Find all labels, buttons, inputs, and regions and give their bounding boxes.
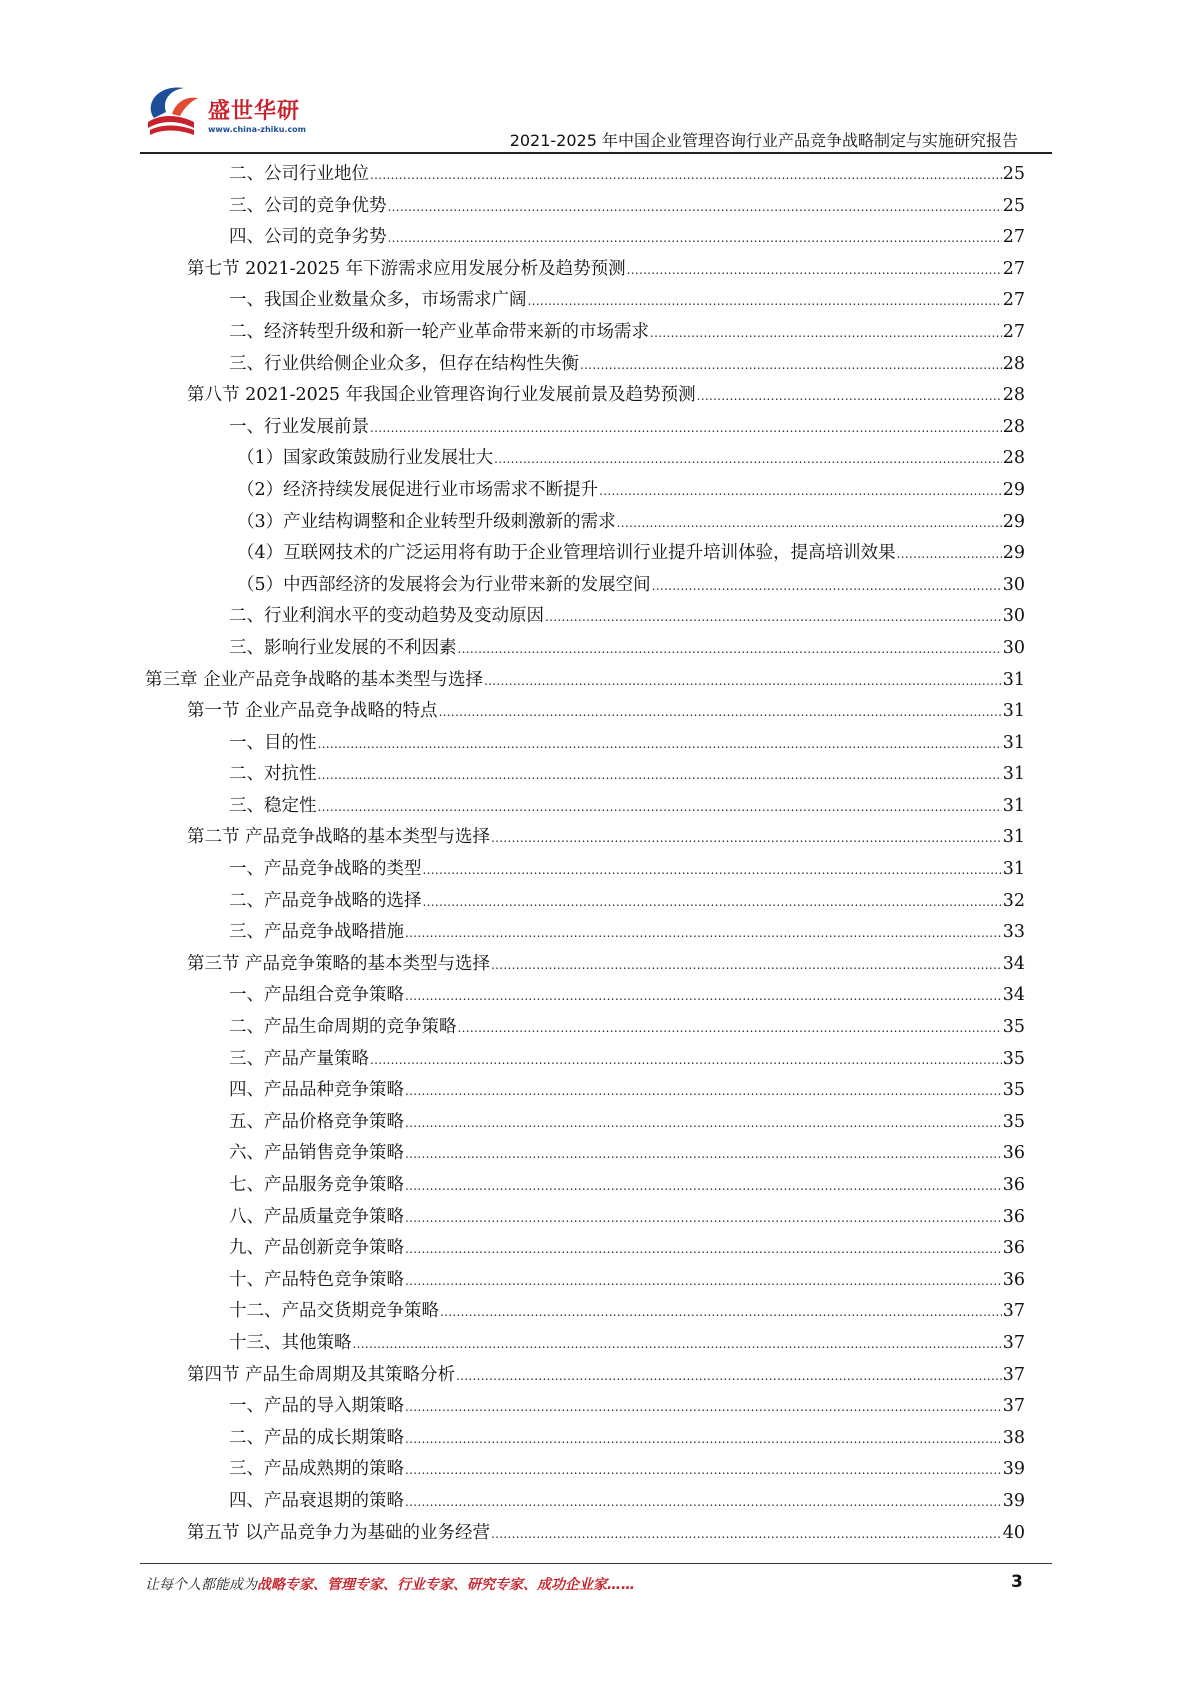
toc-entry-page: 35 [1002, 1017, 1025, 1038]
toc-entry[interactable] [145, 981, 1025, 1013]
toc-entry-page: 29 [1002, 479, 1025, 500]
toc-leader-dots [388, 227, 1002, 247]
toc-entry-label: 三、产品成熟期的策略 [229, 1459, 404, 1480]
toc-entry[interactable] [145, 1266, 1025, 1298]
toc-entry[interactable] [145, 1013, 1025, 1045]
footer-slogan [145, 1574, 635, 1594]
toc-entry-label: 三、影响行业发展的不利因素 [229, 637, 457, 658]
toc-entry-label: 四、公司的竞争劣势 [229, 227, 387, 248]
header-divider [140, 152, 1052, 154]
toc-entry-label: 三、行业供给侧企业众多，但存在结构性失衡 [229, 353, 579, 374]
toc-leader-dots [388, 196, 1002, 216]
toc-entry-page: 29 [1002, 543, 1025, 564]
toc-entry-page: 39 [1002, 1490, 1025, 1511]
toc-leader-dots [405, 985, 1002, 1005]
toc-entry-label: 二、产品的成长期策略 [229, 1427, 404, 1448]
toc-leader-dots [405, 1428, 1002, 1448]
toc-entry-page: 28 [1002, 385, 1025, 406]
toc-entry[interactable] [145, 1424, 1025, 1456]
toc-entry[interactable] [145, 508, 1025, 540]
toc-entry[interactable] [145, 1297, 1025, 1329]
toc-entry-page: 38 [1002, 1427, 1025, 1448]
toc-entry[interactable] [145, 666, 1025, 698]
toc-entry-label: 第三节 产品竞争策略的基本类型与选择 [187, 953, 491, 974]
toc-leader-dots [697, 385, 1002, 405]
logo-website: www.china-zhiku.com [208, 125, 307, 134]
toc-entry-label: （2）经济持续发展促进行业市场需求不断提升 [237, 479, 599, 500]
toc-leader-dots [650, 322, 1002, 342]
toc-entry[interactable] [145, 1108, 1025, 1140]
toc-entry-label: 一、我国企业数量众多，市场需求广阔 [229, 290, 527, 311]
toc-entry[interactable] [145, 823, 1025, 855]
toc-entry-label: 二、经济转型升级和新一轮产业革命带来新的市场需求 [229, 321, 649, 342]
toc-leader-dots [440, 1301, 1002, 1321]
toc-entry[interactable] [145, 950, 1025, 982]
toc-leader-dots [405, 1396, 1002, 1416]
toc-entry[interactable] [145, 918, 1025, 950]
toc-entry-label: 三、产品产量策略 [229, 1048, 369, 1069]
toc-entry-page: 37 [1002, 1332, 1025, 1353]
toc-leader-dots [652, 575, 1002, 595]
toc-entry-label: 第七节 2021-2025 年下游需求应用发展分析及趋势预测 [187, 258, 626, 279]
toc-entry[interactable] [145, 602, 1025, 634]
toc-entry-page: 35 [1002, 1111, 1025, 1132]
toc-leader-dots [405, 1175, 1002, 1195]
toc-entry-page: 30 [1002, 574, 1025, 595]
toc-entry-page: 36 [1002, 1238, 1025, 1259]
toc-leader-dots [370, 1049, 1002, 1069]
toc-entry-page: 34 [1002, 985, 1025, 1006]
toc-entry[interactable] [145, 444, 1025, 476]
toc-entry-label: 六、产品销售竞争策略 [229, 1143, 404, 1164]
toc-leader-dots [405, 1143, 1002, 1163]
toc-entry-page: 27 [1002, 321, 1025, 342]
toc-leader-dots [318, 796, 1002, 816]
toc-entry[interactable] [145, 381, 1025, 413]
toc-entry[interactable] [145, 1329, 1025, 1361]
toc-entry-page: 37 [1002, 1396, 1025, 1417]
toc-entry-label: 三、公司的竞争优势 [229, 195, 387, 216]
toc-entry[interactable] [145, 286, 1025, 318]
logo-brand-name: 盛世华研 [208, 99, 301, 124]
toc-leader-dots [627, 259, 1002, 279]
toc-entry-label: 四、产品衰退期的策略 [229, 1490, 404, 1511]
toc-entry-label: 二、产品竞争战略的选择 [229, 890, 422, 911]
toc-entry-page: 34 [1002, 953, 1025, 974]
toc-entry[interactable] [145, 160, 1025, 192]
toc-entry-label: 九、产品创新竞争策略 [229, 1238, 404, 1259]
toc-leader-dots [494, 448, 1002, 468]
toc-entry-page: 31 [1002, 795, 1025, 816]
toc-entry-label: 五、产品价格竞争策略 [229, 1111, 404, 1132]
toc-entry-label: 十二、产品交货期竞争策略 [229, 1301, 439, 1322]
toc-entry-label: 七、产品服务竞争策略 [229, 1175, 404, 1195]
toc-entry-page: 28 [1002, 448, 1025, 469]
toc-entry-page: 39 [1002, 1459, 1025, 1480]
toc-entry[interactable] [145, 539, 1025, 571]
toc-entry-label: 一、产品组合竞争策略 [229, 985, 404, 1006]
toc-entry-page: 27 [1002, 290, 1025, 311]
toc-entry-label: 一、目的性 [229, 732, 317, 753]
toc-entry[interactable] [145, 1076, 1025, 1108]
toc-leader-dots [370, 164, 1002, 184]
toc-entry-label: 二、公司行业地位 [229, 164, 369, 184]
toc-entry-page: 37 [1002, 1364, 1025, 1385]
toc-leader-dots [318, 764, 1002, 784]
toc-entry-label: 四、产品品种竞争策略 [229, 1080, 404, 1101]
toc-leader-dots [423, 859, 1002, 879]
toc-entry-page: 40 [1002, 1522, 1025, 1543]
toc-entry-page: 37 [1002, 1301, 1025, 1322]
toc-entry-label: 一、行业发展前景 [229, 416, 369, 437]
toc-leader-dots [458, 638, 1002, 658]
toc-leader-dots [318, 733, 1002, 753]
toc-entry-page: 35 [1002, 1080, 1025, 1101]
toc-leader-dots [491, 827, 1002, 847]
toc-entry[interactable] [145, 223, 1025, 255]
toc-entry-label: 第四节 产品生命周期及其策略分析 [187, 1364, 456, 1385]
toc-entry-page: 28 [1002, 416, 1025, 437]
toc-entry-label: （4）互联网技术的广泛运用将有助于企业管理培训行业提升培训体验，提高培训效果 [237, 543, 896, 564]
toc-entry-page: 31 [1002, 732, 1025, 753]
toc-entry[interactable] [145, 729, 1025, 761]
toc-entry-label: 一、产品的导入期策略 [229, 1396, 404, 1417]
toc-entry-label: 第八节 2021-2025 年我国企业管理咨询行业发展前景及趋势预测 [187, 385, 696, 406]
toc-entry-label: 第一节 企业产品竞争战略的特点 [187, 701, 438, 722]
toc-entry-label: 二、行业利润水平的变动趋势及变动原因 [229, 606, 544, 627]
toc-entry[interactable] [145, 634, 1025, 666]
toc-leader-dots [405, 1112, 1002, 1132]
toc-entry-page: 31 [1002, 701, 1025, 722]
toc-entry-page: 31 [1002, 764, 1025, 785]
toc-entry-label: （1）国家政策鼓励行业发展壮大 [237, 448, 494, 469]
toc-entry[interactable] [145, 255, 1025, 287]
toc-entry[interactable] [145, 350, 1025, 382]
toc-entry[interactable] [145, 1171, 1025, 1203]
toc-entry-label: 第二节 产品竞争战略的基本类型与选择 [187, 827, 491, 848]
toc-entry-page: 30 [1002, 637, 1025, 658]
toc-entry-label: 一、产品竞争战略的类型 [229, 859, 422, 880]
toc-entry-page: 25 [1002, 195, 1025, 216]
toc-leader-dots [580, 354, 1002, 374]
toc-entry-page: 32 [1002, 890, 1025, 911]
toc-entry-page: 36 [1002, 1175, 1025, 1195]
footer-slogan-prefix: 让每个人都能成为 [145, 1577, 257, 1593]
toc-leader-dots [353, 1333, 1002, 1353]
toc-leader-dots [405, 1080, 1002, 1100]
toc-entry-page: 27 [1002, 258, 1025, 279]
toc-entry[interactable] [145, 1045, 1025, 1077]
company-logo [140, 78, 340, 144]
toc-entry-page: 27 [1002, 227, 1025, 248]
toc-leader-dots [617, 512, 1002, 532]
toc-entry-page: 35 [1002, 1048, 1025, 1069]
toc-entry[interactable] [145, 792, 1025, 824]
toc-leader-dots [484, 670, 1002, 690]
footer-divider [140, 1563, 1052, 1564]
toc-entry[interactable] [145, 1455, 1025, 1487]
toc-entry-label: 三、稳定性 [229, 795, 317, 816]
toc-entry[interactable] [145, 760, 1025, 792]
toc-entry[interactable] [145, 1519, 1025, 1551]
page-number: 3 [1011, 1572, 1023, 1592]
toc-entry-page: 30 [1002, 606, 1025, 627]
toc-entry[interactable] [145, 318, 1025, 350]
toc-entry[interactable] [145, 571, 1025, 603]
toc-leader-dots [405, 1207, 1002, 1227]
toc-entry-page: 31 [1002, 669, 1025, 690]
toc-entry[interactable] [145, 1392, 1025, 1424]
toc-entry[interactable] [145, 1487, 1025, 1519]
toc-leader-dots [423, 891, 1002, 911]
toc-entry-label: 第三章 企业产品竞争战略的基本类型与选择 [145, 669, 484, 690]
toc-leader-dots [405, 1491, 1002, 1511]
table-of-contents [145, 160, 1025, 1550]
toc-entry-page: 31 [1002, 827, 1025, 848]
toc-entry[interactable] [145, 887, 1025, 919]
toc-entry[interactable] [145, 1139, 1025, 1171]
toc-leader-dots [405, 1238, 1002, 1258]
toc-entry[interactable] [145, 1234, 1025, 1266]
toc-leader-dots [439, 701, 1002, 721]
toc-entry-page: 36 [1002, 1143, 1025, 1164]
toc-entry[interactable] [145, 192, 1025, 224]
toc-entry-page: 36 [1002, 1269, 1025, 1290]
toc-leader-dots [897, 543, 1002, 563]
toc-entry-label: （3）产业结构调整和企业转型升级刺激新的需求 [237, 511, 616, 532]
toc-leader-dots [456, 1365, 1002, 1385]
report-title: 2021-2025 年中国企业管理咨询行业产品竞争战略制定与实施研究报告 [509, 131, 1018, 150]
logo-emblem-icon [140, 78, 206, 144]
toc-entry-page: 28 [1002, 353, 1025, 374]
toc-entry[interactable] [145, 1203, 1025, 1235]
toc-entry-page: 33 [1002, 922, 1025, 943]
toc-leader-dots [491, 1523, 1002, 1543]
toc-leader-dots [458, 1017, 1002, 1037]
toc-entry-label: 八、产品质量竞争策略 [229, 1206, 404, 1227]
toc-entry-label: 第五节 以产品竞争力为基础的业务经营 [187, 1522, 491, 1543]
page-header [140, 78, 1052, 150]
toc-entry-label: 三、产品竞争战略措施 [229, 922, 404, 943]
toc-entry[interactable] [145, 413, 1025, 445]
toc-leader-dots [528, 290, 1002, 310]
toc-entry[interactable] [145, 1361, 1025, 1393]
toc-leader-dots [599, 480, 1002, 500]
toc-leader-dots [491, 954, 1002, 974]
toc-entry-label: （5）中西部经济的发展将会为行业带来新的发展空间 [237, 574, 651, 595]
toc-entry[interactable] [145, 697, 1025, 729]
footer-slogan-highlight: 战略专家、管理专家、行业专家、研究专家、成功企业家…… [257, 1577, 635, 1593]
toc-entry-page: 36 [1002, 1206, 1025, 1227]
toc-entry-label: 二、产品生命周期的竞争策略 [229, 1017, 457, 1038]
toc-entry-page: 25 [1002, 164, 1025, 184]
toc-entry-label: 二、对抗性 [229, 764, 317, 785]
toc-leader-dots [405, 1459, 1002, 1479]
toc-entry-label: 十三、其他策略 [229, 1332, 352, 1353]
toc-leader-dots [370, 417, 1002, 437]
toc-entry-page: 31 [1002, 859, 1025, 880]
toc-entry[interactable] [145, 855, 1025, 887]
toc-leader-dots [405, 1270, 1002, 1290]
toc-entry-label: 十、产品特色竞争策略 [229, 1269, 404, 1290]
toc-entry[interactable] [145, 476, 1025, 508]
toc-leader-dots [405, 922, 1002, 942]
toc-entry-page: 29 [1002, 511, 1025, 532]
toc-leader-dots [545, 606, 1002, 626]
